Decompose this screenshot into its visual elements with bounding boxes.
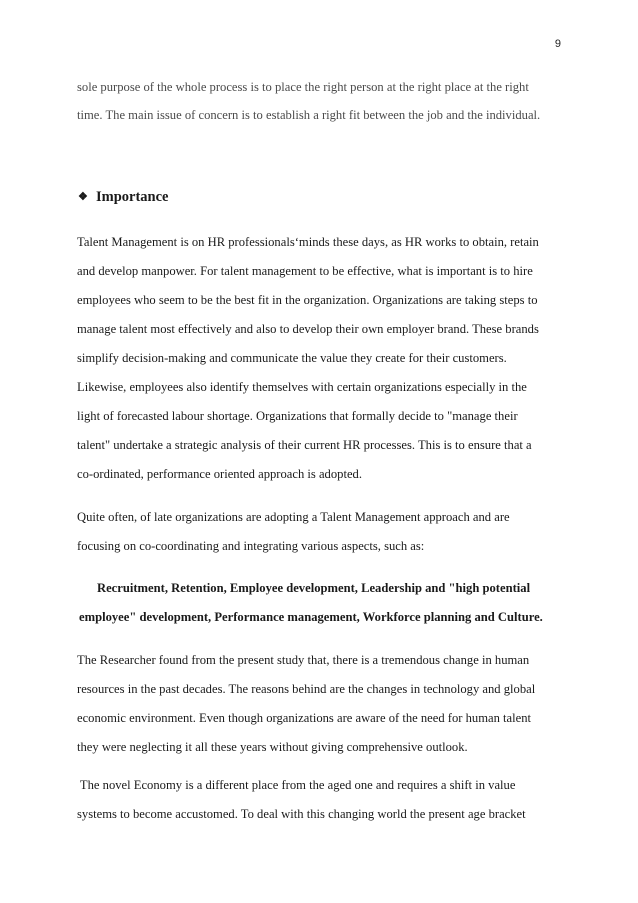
paragraph3-line-1: The Researcher found from the present study that, there is a tremendous change in human bbox=[77, 653, 530, 667]
bold-aspects-line-2: employee" development, Performance management, Workforce planning and Culture. bbox=[79, 610, 543, 624]
paragraph1-line-4: manage talent most effectively and also to develop their own employer brand. These brands bbox=[77, 322, 539, 336]
paragraph4-line-1: The novel Economy is a different place from the aged one and requires a shift in value bbox=[77, 778, 516, 792]
paragraph3-line-4: they were neglecting it all these years without giving comprehensive outlook. bbox=[77, 740, 468, 754]
paragraph1-line-2: and develop manpower. For talent management to be effective, what is important is to hire bbox=[77, 264, 533, 278]
section-heading-importance bbox=[78, 188, 169, 206]
paragraph1-line-1: Talent Management is on HR professionals‘minds these days, as HR works to obtain, retain bbox=[77, 235, 539, 249]
paragraph1-line-5: simplify decision-making and communicate the value they create for their customers. bbox=[77, 351, 507, 365]
bold-aspects-line-1: Recruitment, Retention, Employee development, Leadership and "high potential bbox=[97, 581, 531, 595]
section-heading-text: Importance bbox=[96, 189, 169, 205]
paragraph1-line-8: talent" undertake a strategic analysis of their current HR processes. This is to ensure that a bbox=[77, 438, 532, 452]
paragraph1-line-9: co-ordinated, performance oriented approach is adopted. bbox=[77, 467, 362, 481]
paragraph3-line-3: economic environment. Even though organizations are aware of the need for human talent bbox=[77, 711, 532, 725]
diamond-bullet-icon: ❖ bbox=[78, 191, 88, 203]
paragraph1-line-3: employees who seem to be the best fit in the organization. Organizations are taking steps to bbox=[77, 293, 538, 307]
paragraph4-line-2: systems to become accustomed. To deal with this changing world the present age bracket bbox=[77, 807, 526, 821]
paragraph1-line-6: Likewise, employees also identify themselves with certain organizations especially in the bbox=[77, 380, 527, 394]
paragraph1-line-7: light of forecasted labour shortage. Organizations that formally decide to "manage their bbox=[77, 409, 518, 423]
intro-line-2: time. The main issue of concern is to establish a right fit between the job and the individual. bbox=[77, 108, 541, 122]
paragraph3-line-2: resources in the past decades. The reasons behind are the changes in technology and global bbox=[77, 682, 536, 696]
intro-line-1: sole purpose of the whole process is to place the right person at the right place at the right bbox=[77, 80, 529, 94]
page-number: 9 bbox=[554, 38, 561, 50]
paragraph2-line-2: focusing on co-coordinating and integrating various aspects, such as: bbox=[77, 539, 425, 553]
paragraph2-line-1: Quite often, of late organizations are adopting a Talent Management approach and are bbox=[77, 510, 510, 524]
